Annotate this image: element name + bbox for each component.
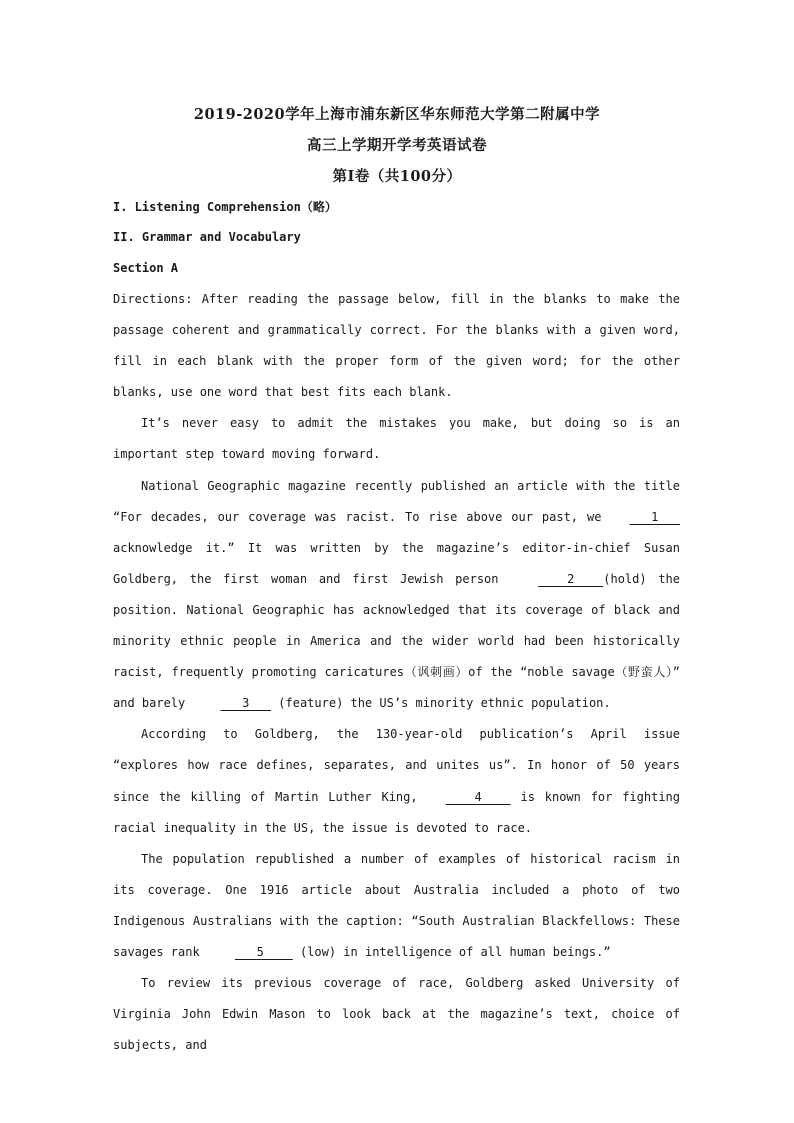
- blank-3: 3: [220, 696, 272, 711]
- part2-heading: II. Grammar and Vocabulary: [113, 230, 301, 244]
- blank-1: 1: [629, 509, 680, 524]
- part1-heading: I. Listening Comprehension（略）: [113, 200, 337, 214]
- paragraph-3-text-b: is known for fighting racial inequality in the US, the issue is devoted to race.: [113, 789, 680, 835]
- paragraph-5: To review its previous coverage of race, Goldberg asked University of Virginia John Edwin Mason to look back at the magazine’s text, choice of subjects, and: [113, 976, 680, 1053]
- paragraph-2-text-b: acknowledge it.” It was written by the magazine’s editor-in-chief Susan Goldberg, the first woman and first Jewish person: [113, 540, 680, 586]
- passage-body: [113, 284, 680, 1061]
- paragraph-2-text-c: (hold) the position. National Geographic has acknowledged that its coverage of black and minority ethnic people in America and the wider world had been historically racist, frequently promoting caricatures（讽刺画）of the “noble savage（野蛮人）” and barely: [113, 571, 680, 711]
- school-title: 2019-2020学年上海市浦东新区华东师范大学第二附属中学: [193, 106, 601, 123]
- volume-title: 第I卷（共100分）: [332, 168, 462, 185]
- paragraph-2: [113, 471, 680, 720]
- paragraph-3: [113, 719, 680, 843]
- blank-2: 2: [538, 571, 604, 586]
- paragraph-4: [113, 844, 680, 968]
- blank-4: 4: [445, 789, 511, 804]
- paragraph-2-text-d: (feature) the US’s minority ethnic population.: [271, 696, 611, 711]
- directions: Directions: After reading the passage below, fill in the blanks to make the passage coherent and grammatically correct. For the blanks with a given word, fill in each blank with the proper form of the given word; for the other blanks, use one word that best fits each blank.: [113, 292, 680, 400]
- section-a-heading: Section A: [113, 261, 179, 275]
- paragraph-4-text-b: (low) in intelligence of all human beings.”: [292, 944, 611, 959]
- paragraph-2-text-a: National Geographic magazine recently published an article with the title “For decades, our coverage was racist. To rise above our past, we: [113, 478, 680, 524]
- paragraph-1: It’s never easy to admit the mistakes you make, but doing so is an important step toward moving forward.: [113, 416, 680, 462]
- paragraph-3-text-a: According to Goldberg, the 130-year-old publication’s April issue “explores how race defines, separates, and unites us”. In honor of 50 years since the killing of Martin Luther King,: [113, 727, 680, 804]
- paragraph-4-text-a: The population republished a number of examples of historical racism in its coverage. One 1916 article about Australia included a photo of two Indigenous Australians with the caption: “South Australian Blackfellows: These savages rank: [113, 851, 680, 959]
- blank-5: 5: [234, 944, 293, 959]
- exam-title: 高三上学期开学考英语试卷: [307, 137, 487, 154]
